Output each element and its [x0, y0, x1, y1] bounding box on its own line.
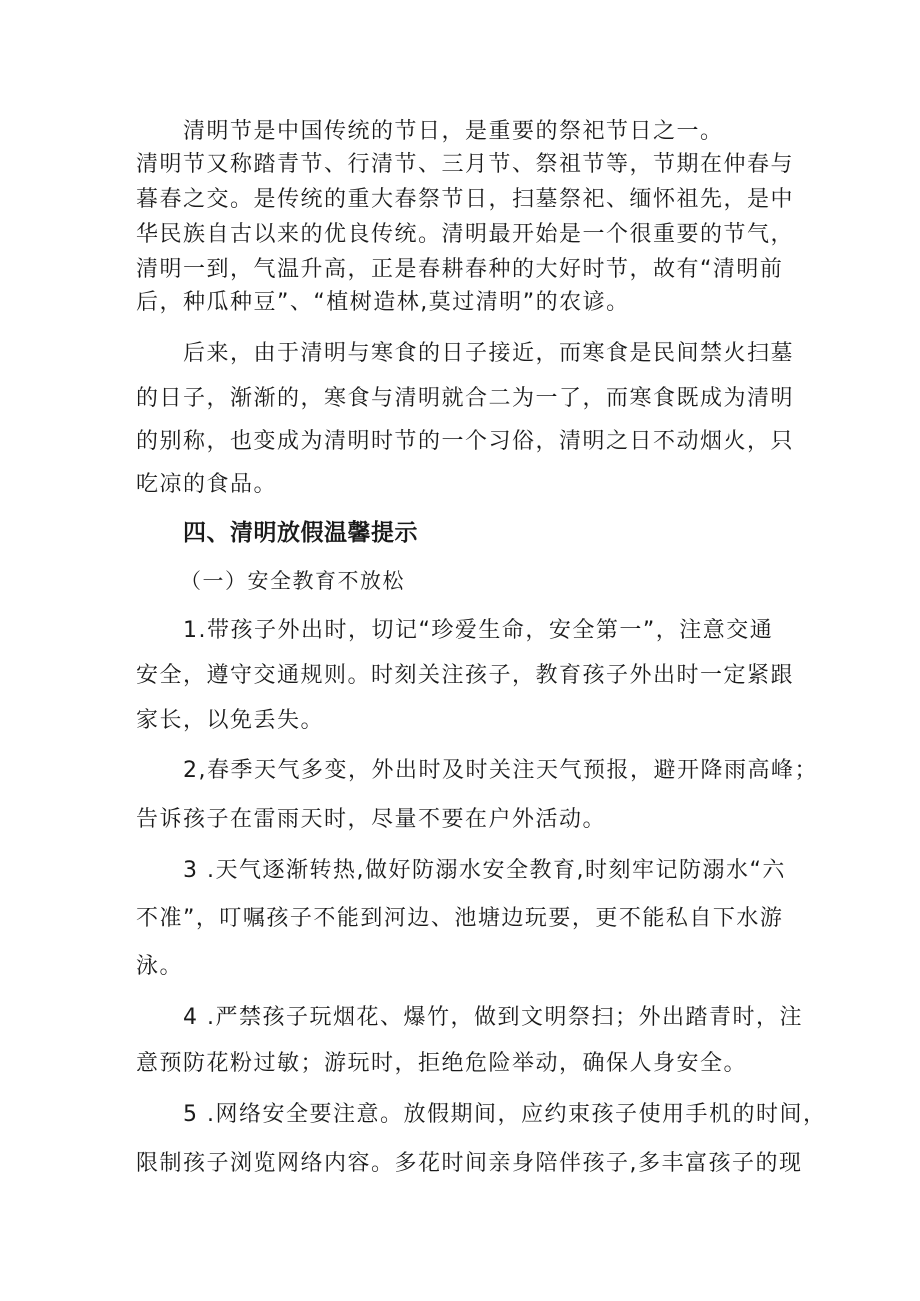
item1-line-1: 1.带孩子外出时，切记“珍爱生命，安全第一”，注意交通 — [183, 618, 774, 643]
item2-line-2: 告诉孩子在雷雨天时，尽量不要在户外活动。 — [136, 807, 607, 832]
item5-line-2: 限制孩子浏览网络内容。多花时间亲身陪伴孩子,多丰富孩子的现 — [136, 1151, 803, 1176]
item3-line-1: 3 .天气逐渐转热,做好防溺水安全教育,时刻牢记防溺水“六 — [183, 858, 786, 883]
item3-line-2: 不准”，叮嘱孩子不能到河边、池塘边玩要，更不能私自下水游 — [136, 906, 784, 931]
section-heading: 四、清明放假温馨提示 — [183, 520, 418, 546]
item4-line-1: 4 .严禁孩子玩烟花、爆竹，做到文明祭扫；外出踏青时，注 — [183, 1005, 803, 1030]
intro-line-1: 清明节是中国传统的节日，是重要的祭祀节日之一。 — [183, 119, 724, 144]
para2-line-4: 吃凉的食品。 — [136, 472, 278, 497]
para2-line-3: 的别称，也变成为清明时节的一个习俗，清明之日不动烟火，只 — [136, 429, 795, 454]
item4-line-2: 意预防花粉过敏；游玩时，拒绝危险举动，确保人身安全。 — [136, 1051, 748, 1076]
para2-line-1: 后来，由于清明与寒食的日子接近，而寒食是民间禁火扫墓 — [183, 341, 795, 366]
item5-line-1: 5 .网络安全要注意。放假期间，应约束孩子使用手机的时间， — [183, 1102, 827, 1127]
para2-line-2: 的日子，渐渐的，寒食与清明就合二为一了，而寒食既成为清明 — [136, 386, 795, 411]
intro-line-4: 华民族自古以来的优良传统。清明最开始是一个很重要的节气， — [136, 222, 795, 247]
intro-line-5: 清明一到，气温升高，正是春耕春种的大好时节，故有“清明前 — [136, 257, 784, 282]
subheading: （一）安全教育不放松 — [180, 569, 405, 593]
item1-line-3: 家长，以免丢失。 — [136, 708, 325, 733]
item3-line-3: 泳。 — [136, 954, 184, 979]
item1-line-2: 安全，遵守交通规则。时刻关注孩子，教育孩子外出时一定紧跟 — [136, 663, 795, 688]
intro-line-6: 后，种瓜种豆”、“植树造林,莫过清明”的农谚。 — [136, 290, 630, 315]
intro-line-2: 清明节又称踏青节、行清节、三月节、祭祖节等，节期在仲春与 — [136, 152, 795, 177]
item2-line-1: 2,春季天气多变，外出时及时关注天气预报，避开降雨高峰； — [183, 758, 818, 783]
intro-line-3: 暮春之交。是传统的重大春祭节日，扫墓祭祀、缅怀祖先，是中 — [136, 187, 795, 212]
